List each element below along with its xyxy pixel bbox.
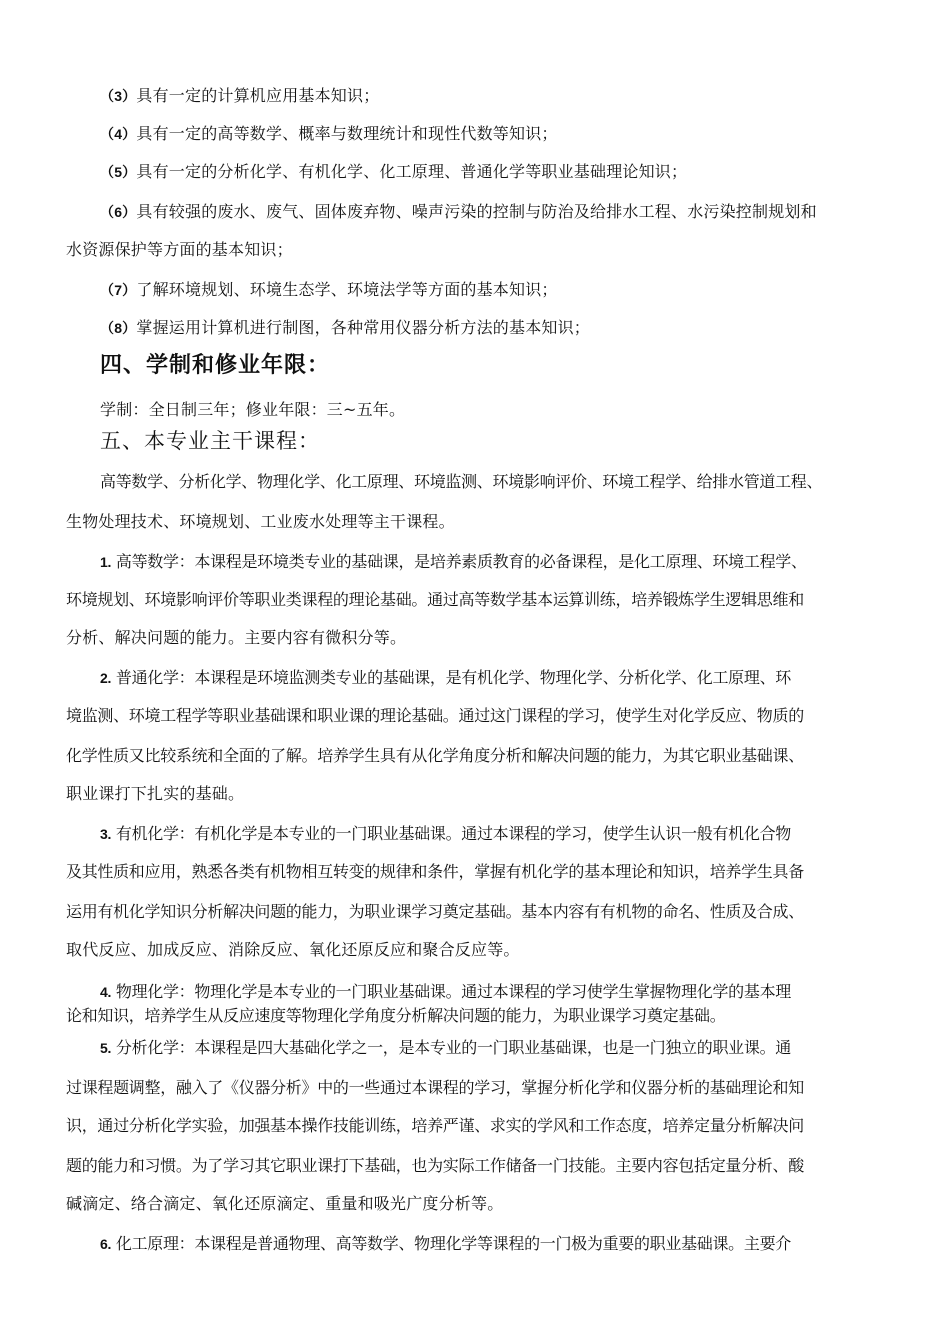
section-4-content: 学制：全日制三年；修业年限：三~五年。 [100,400,406,419]
item-number: （7） [100,282,137,298]
section-5-intro: 高等数学、分析化学、物理化学、化工原理、环境监测、环境影响评价、环境工程学、给排水管道工程、 [100,472,823,491]
item-number: （5） [100,164,137,180]
knowledge-item-3 [100,86,379,106]
item-text: 掌握运用计算机进行制图，各种常用仪器分析方法的基本知识； [136,318,590,337]
item-text: 具有较强的废水、废气、固体废弃物、噪声污染的控制与防治及给排水工程、水污染控制规划和 [136,202,817,221]
course-number: 5. [100,1040,112,1056]
course-5-line-4: 题的能力和习惯。为了学习其它职业课打下基础，也为实际工作储备一门技能。主要内容包括定量分析、酸 [66,1156,804,1175]
knowledge-item-6 [100,202,817,222]
course-4-line-1 [100,982,791,1002]
item-text: 具有一定的分析化学、有机化学、化工原理、普通化学等职业基础理论知识； [136,162,688,181]
course-5-line-2: 过课程题调整，融入了《仪器分析》中的一些通过本课程的学习，掌握分析化学和仪器分析的基础理论和知 [66,1078,804,1097]
course-number: 6. [100,1236,112,1252]
course-number: 3. [100,826,112,842]
course-4-line-2: 论和知识，培养学生从反应速度等物理化学角度分析解决问题的能力，为职业课学习奠定基础。 [66,1006,726,1025]
knowledge-item-7 [100,280,558,300]
course-5-line-1 [100,1038,791,1058]
course-1-line-1 [100,552,807,572]
course-3-line-3: 运用有机化学知识分析解决问题的能力，为职业课学习奠定基础。基本内容有有机物的命名、性质及合成、 [66,902,804,921]
course-text: 化工原理：本课程是普通物理、高等数学、物理化学等课程的一门极为重要的职业基础课。主要介 [115,1234,791,1253]
course-2-line-2: 境监测、环境工程学等职业基础课和职业课的理论基础。通过这门课程的学习，使学生对化学反应、物质的 [66,706,804,725]
section-5-intro-cont: 生物处理技术、环境规划、工业废水处理等主干课程。 [66,512,455,531]
knowledge-item-4 [100,124,558,144]
course-5-line-3: 识，通过分析化学实验，加强基本操作技能训练，培养严谨、求实的学风和工作态度，培养定量分析解决问 [66,1116,804,1135]
course-1-line-2: 环境规划、环境影响评价等职业类课程的理论基础。通过高等数学基本运算训练，培养锻炼学生逻辑思维和 [66,590,804,609]
course-3-line-2: 及其性质和应用，熟悉各类有机物相互转变的规律和条件，掌握有机化学的基本理论和知识，培养学生具备 [66,862,804,881]
course-text: 高等数学：本课程是环境类专业的基础课，是培养素质教育的必备课程，是化工原理、环境工程学、 [115,552,807,571]
course-text: 分析化学：本课程是四大基础化学之一，是本专业的一门职业基础课，也是一门独立的职业课。通 [115,1038,791,1057]
course-5-line-5: 碱滴定、络合滴定、氧化还原滴定、重量和吸光广度分析等。 [66,1194,504,1213]
item-number: （6） [100,204,137,220]
course-text: 有机化学：有机化学是本专业的一门职业基础课。通过本课程的学习，使学生认识一般有机化合物 [115,824,791,843]
course-3-line-4: 取代反应、加成反应、消除反应、氧化还原反应和聚合反应等。 [66,940,520,959]
item-number: （4） [100,126,137,142]
course-6-line-1 [100,1234,791,1254]
course-2-line-4: 职业课打下扎实的基础。 [66,784,245,803]
knowledge-item-6-cont: 水资源保护等方面的基本知识； [66,240,293,259]
course-number: 1. [100,554,112,570]
knowledge-item-5 [100,162,687,182]
course-number: 2. [100,670,112,686]
course-3-line-1 [100,824,791,844]
course-2-line-1 [100,668,791,688]
course-text: 物理化学：物理化学是本专业的一门职业基础课。通过本课程的学习使学生掌握物理化学的基本理 [115,982,791,1001]
item-number: （3） [100,88,137,104]
course-1-line-3: 分析、解决问题的能力。主要内容有微积分等。 [66,628,407,647]
course-number: 4. [100,984,112,1000]
item-number: （8） [100,320,137,336]
item-text: 具有一定的计算机应用基本知识； [136,86,380,105]
section-5-heading: 五、本专业主干课程： [100,429,320,453]
knowledge-item-8 [100,318,590,338]
course-2-line-3: 化学性质又比较系统和全面的了解。培养学生具有从化学角度分析和解决问题的能力，为其它职业基础课、 [66,746,804,765]
section-4-heading: 四、学制和修业年限： [100,352,331,378]
item-text: 了解环境规划、环境生态学、环境法学等方面的基本知识； [136,280,558,299]
item-text: 具有一定的高等数学、概率与数理统计和现性代数等知识； [136,124,558,143]
course-text: 普通化学：本课程是环境监测类专业的基础课，是有机化学、物理化学、分析化学、化工原理、环 [115,668,791,687]
